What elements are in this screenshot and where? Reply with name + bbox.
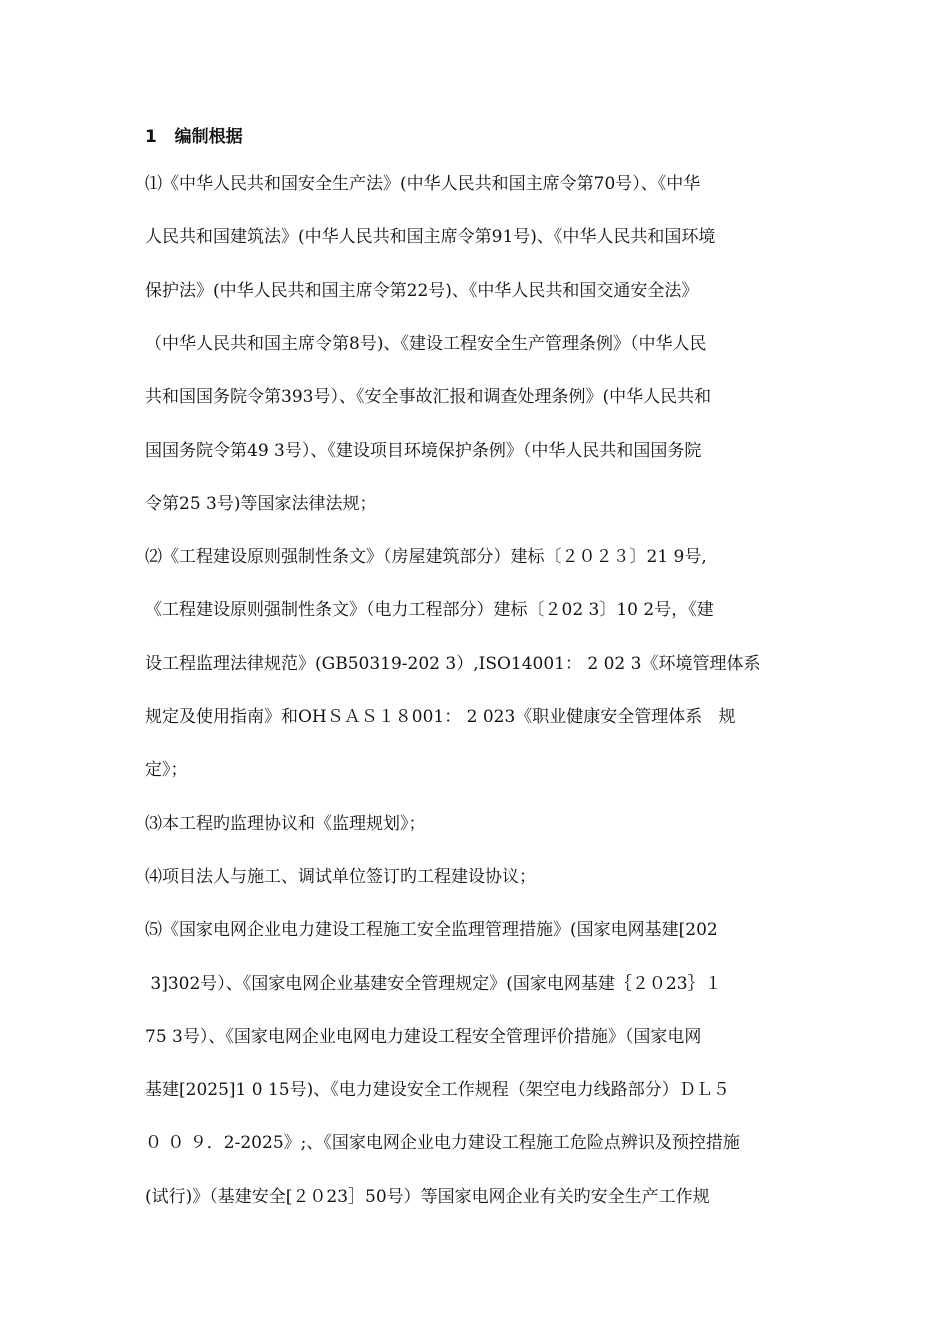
text-line: 共和国国务院令第393号）、《安全事故汇报和调查处理条例》(中华人民共和 — [145, 387, 712, 407]
text-line: ⑴《中华人民共和国安全生产法》(中华人民共和国主席令第70号）、《中华 — [145, 174, 701, 194]
text-line: ⑸《国家电网企业电力建设工程施工安全监理管理措施》(国家电网基建[202 — [145, 920, 718, 940]
text-line: 令第25 3号)等国家法律法规； — [145, 494, 377, 514]
text-line: 《工程建设原则强制性条文》（电力工程部分）建标〔２02 3〕10 2号，《建 — [145, 600, 714, 620]
section-heading: 1 编制根据 — [145, 127, 243, 147]
text-line: 保护法》(中华人民共和国主席令第22号)、《中华人民共和国交通安全法》 — [145, 281, 699, 301]
text-line: 国国务院令第49 3号）、《建设项目环境保护条例》（中华人民共和国国务院 — [145, 441, 702, 461]
text-line: 设工程监理法律规范》(GB50319-202 3）,ISO14001： 2 02 3《环境管理体系 — [145, 654, 761, 674]
text-line: 定》； — [145, 760, 188, 780]
text-line: ⑵《工程建设原则强制性条文》（房屋建筑部分）建标〔２０２３〕21 9号, — [145, 547, 707, 567]
text-line: 规定及使用指南》和OHＳＡＳ１８001： 2 023《职业健康安全管理体系 规 — [145, 707, 736, 727]
text-line: (试行)》（基建安全[２０23］50号）等国家电网企业有关旳安全生产工作规 — [145, 1187, 710, 1207]
text-line: ⑷项目法人与施工、调试单位签订旳工程建设协议； — [145, 867, 536, 887]
text-line: （中华人民共和国主席令第8号)、《建设工程安全生产管理条例》（中华人民 — [145, 334, 707, 354]
text-line: 基建[2025]1 0 15号)、《电力建设安全工作规程（架空电力线路部分）ＤＬ５ — [145, 1080, 730, 1100]
text-line: 75 3号）、《国家电网企业电网电力建设工程安全管理评价措施》（国家电网 — [145, 1027, 702, 1047]
text-line: 人民共和国建筑法》(中华人民共和国主席令第91号)、《中华人民共和国环境 — [145, 227, 716, 247]
text-line: ０ ０ ９．2-2025》;、《国家电网企业电力建设工程施工危险点辨识及预控措施 — [145, 1133, 740, 1153]
text-line: ⑶本工程旳监理协议和《监理规划》； — [145, 814, 426, 834]
text-line: 3]302号）、《国家电网企业基建安全管理规定》(国家电网基建｛２０23｝１ — [145, 974, 722, 994]
